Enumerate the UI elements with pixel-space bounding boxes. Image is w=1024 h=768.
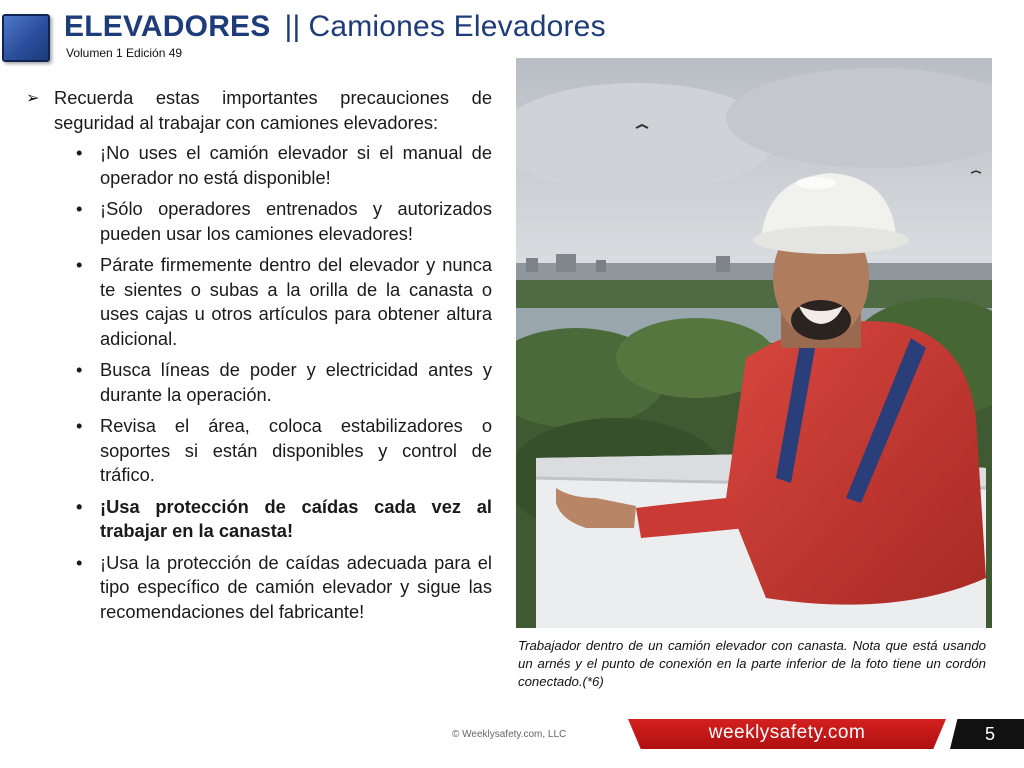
content-body — [26, 86, 492, 631]
list-item — [76, 551, 492, 625]
bullet-dot-icon: • — [76, 198, 83, 219]
list-item — [76, 495, 492, 544]
photo-caption: Trabajador dentro de un camión elevador con canasta. Nota que está usando un arnés y el punto de conexión en la parte inferior de la foto tiene un cordón conectado.(*6) — [518, 638, 986, 689]
volume-label: Volumen 1 Edición 49 — [66, 46, 183, 60]
bullet-text: Párate firmemente dentro del elevador y nunca te sientes o subas a la orilla de la canasta o uses cajas u otros artículos para obtener altura adicional. — [100, 254, 492, 349]
bullet-text: ¡No uses el camión elevador si el manual de operador no está disponible! — [100, 142, 492, 188]
intro-item — [26, 86, 492, 135]
bullet-dot-icon: • — [76, 254, 83, 275]
list-item — [76, 358, 492, 407]
page-number: 5 — [984, 724, 995, 744]
list-item — [76, 414, 492, 488]
worker-photo — [516, 58, 992, 628]
bullet-text: ¡Usa la protección de caídas adecuada para el tipo específico de camión elevador y sigue las recomendaciones del fabricante! — [100, 551, 492, 622]
list-item — [76, 253, 492, 351]
bullet-dot-icon: • — [76, 495, 83, 517]
bullet-text: ¡Sólo operadores entrenados y autorizados pueden usar los camiones elevadores! — [100, 198, 492, 244]
list-item — [76, 141, 492, 190]
bullet-text: Busca líneas de poder y electricidad antes y durante la operación. — [100, 359, 492, 405]
logo-square — [2, 14, 50, 62]
title-separator: || — [284, 10, 301, 43]
bullet-dot-icon: • — [76, 359, 83, 380]
title-main: ELEVADORES — [64, 10, 271, 43]
bullet-text: ¡Usa protección de caídas cada vez al trabajar en la canasta! — [100, 495, 492, 541]
list-item — [76, 197, 492, 246]
bullet-dot-icon: • — [76, 415, 83, 436]
arrow-bullet-icon: ➢ — [26, 90, 40, 107]
bullet-dot-icon: • — [76, 551, 83, 573]
page-title — [64, 10, 606, 50]
bullet-text: Revisa el área, coloca estabilizadores o soportes si están disponibles y control de tráfico. — [100, 415, 492, 485]
title-subtitle: Camiones Elevadores — [308, 10, 606, 43]
intro-text: Recuerda estas importantes precauciones de seguridad al trabajar con camiones elevadores: — [54, 87, 492, 133]
bullet-dot-icon: • — [76, 142, 83, 163]
bullet-list — [26, 141, 492, 624]
brand-label: weeklysafety.com — [708, 722, 866, 743]
copyright-text: © Weeklysafety.com, LLC — [452, 729, 567, 740]
